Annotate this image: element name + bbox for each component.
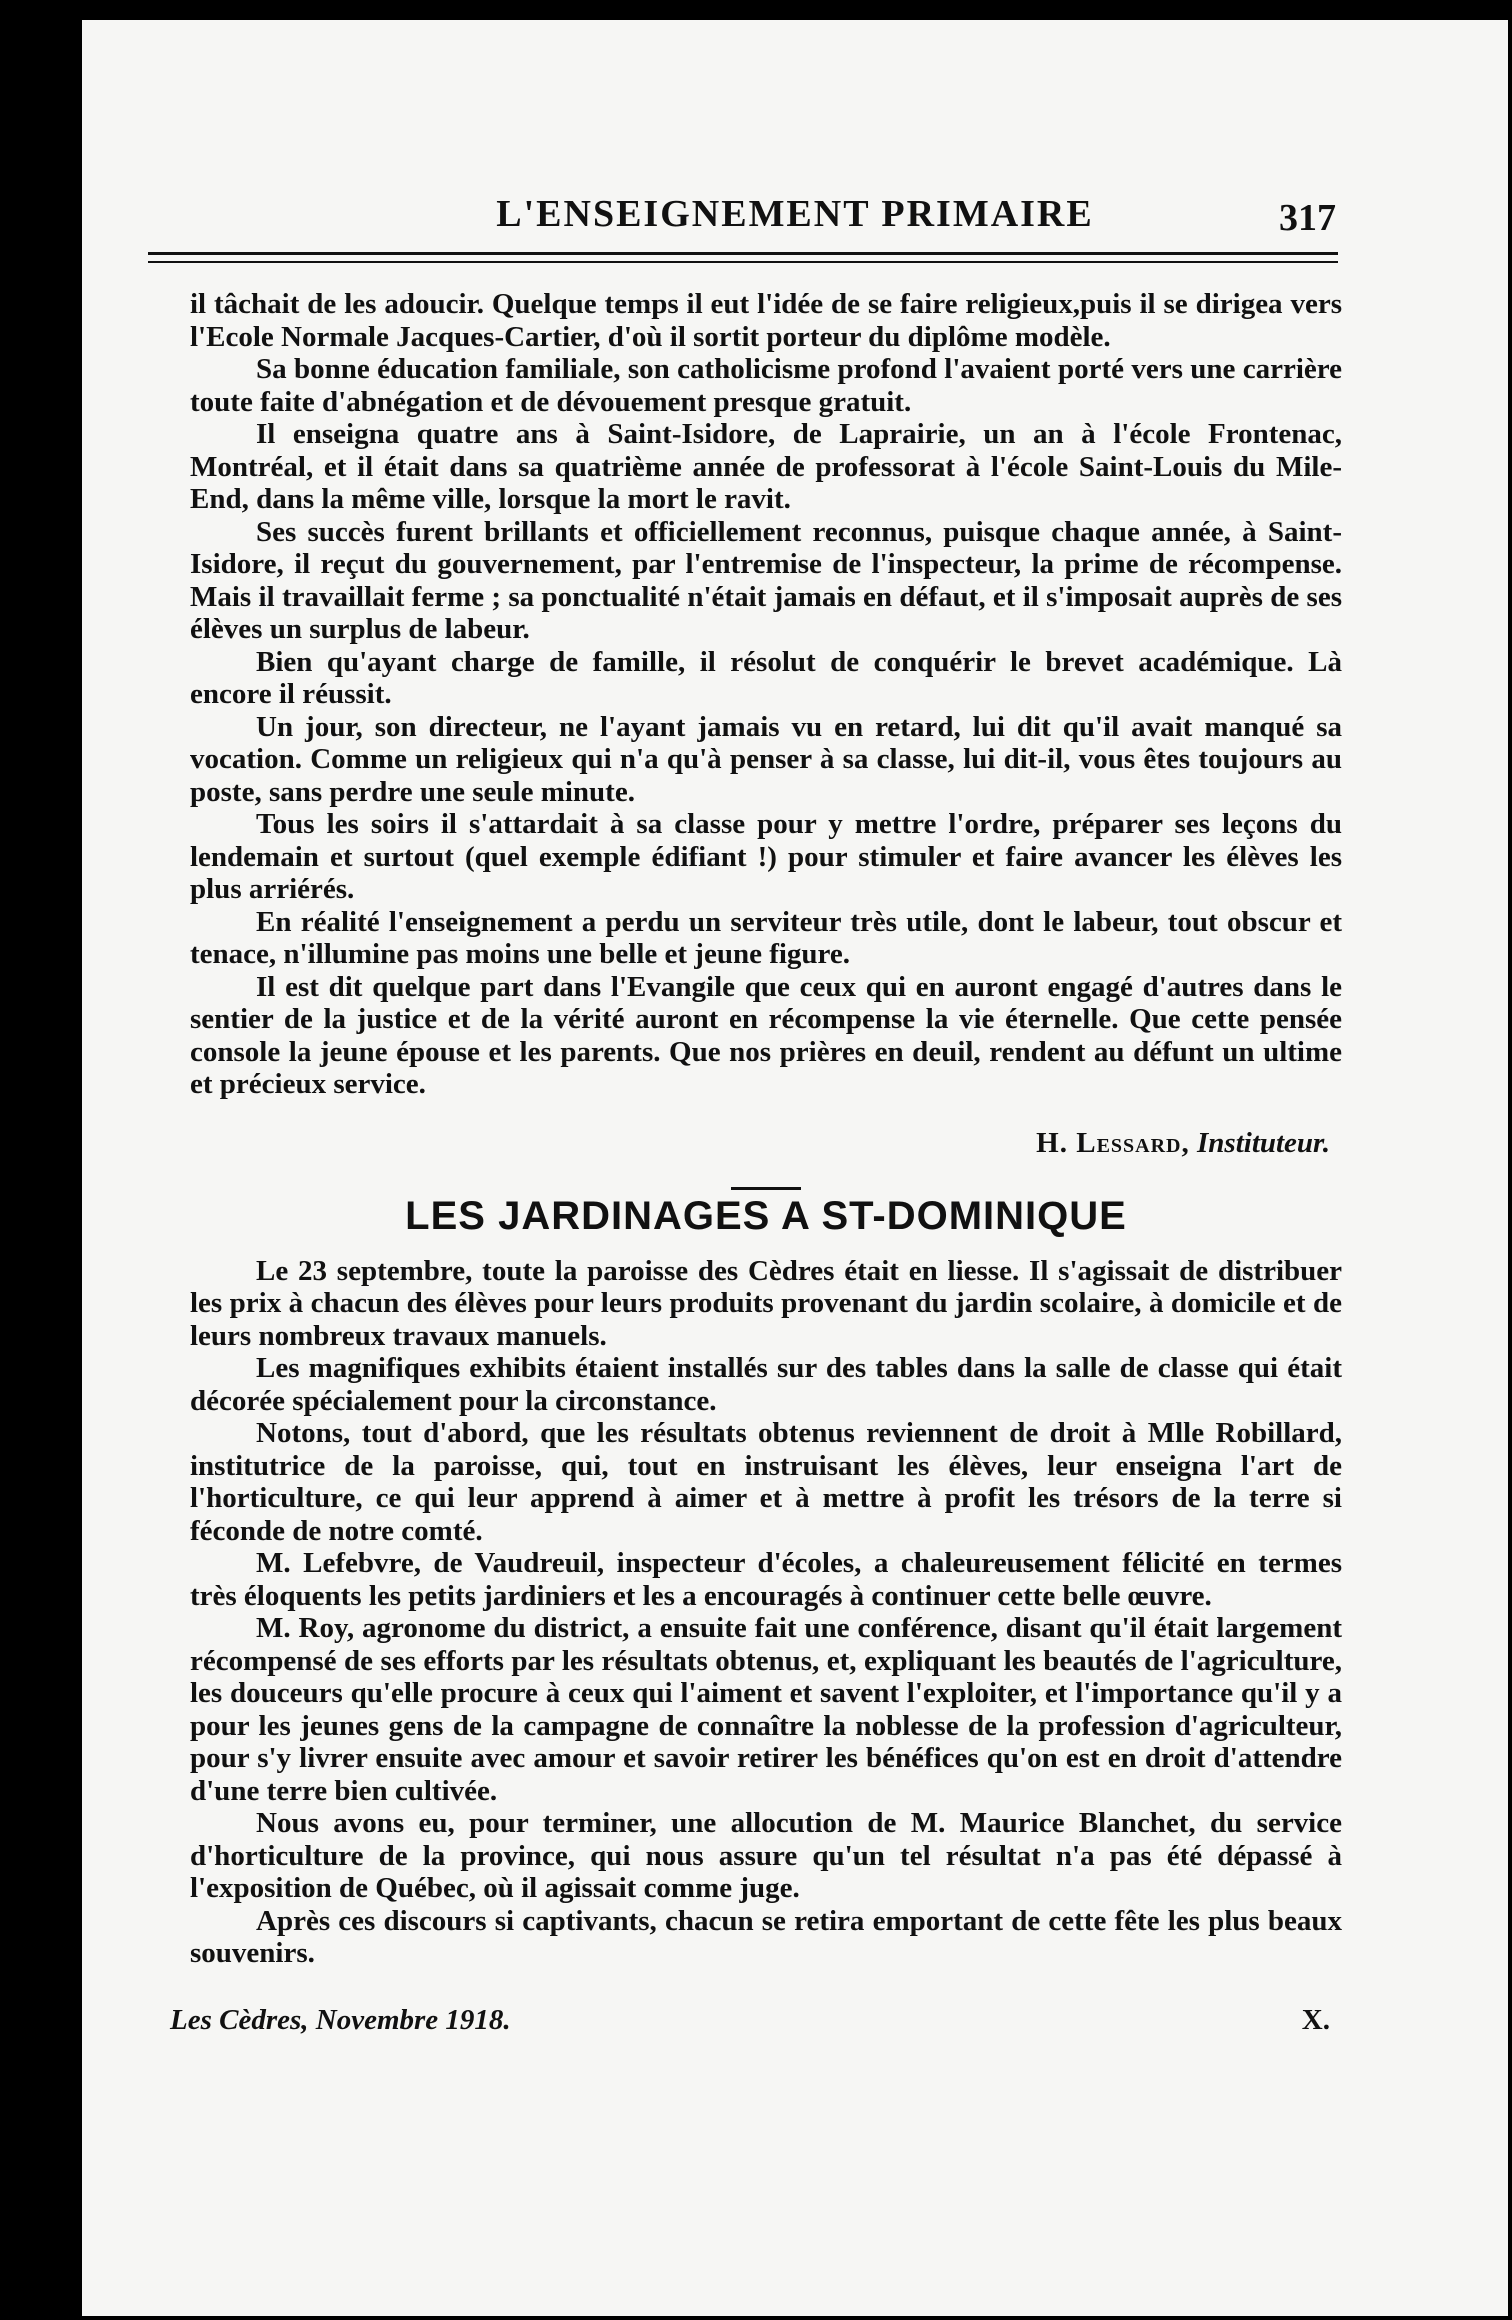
paragraph: Sa bonne éducation familiale, son catholicisme profond l'avaient porté vers une carrière toute faite d'abnégation et de dévouement presque gratuit. xyxy=(190,353,1342,418)
paragraph: M. Roy, agronome du district, a ensuite fait une conférence, disant qu'il était largement récompensé de ses efforts par les résultats obtenus, et, expliquant les beautés de l'agriculture, les douceurs qu'elle procure à ceux qui l'aiment et savent l'exploiter, et l'importance qu'il y a pour les jeunes gens de la campagne de connaître la noblesse de la profession d'agriculteur, pour s'y livrer ensuite avec amour et savoir retirer les bénéfices qu'on est en droit d'attendre d'une terre bien cultivée. xyxy=(190,1612,1342,1807)
closing-place-date: Les Cèdres, Novembre 1918. xyxy=(170,2003,511,2036)
header-rule xyxy=(148,252,1338,263)
paragraph: Les magnifiques exhibits étaient installés sur des tables dans la salle de classe qui était décorée spécialement pour la circonstance. xyxy=(190,1352,1342,1417)
paragraph: Il enseigna quatre ans à Saint-Isidore, de Laprairie, un an à l'école Frontenac, Montréal, et il était dans sa quatrième année de professorat à l'école Saint-Louis du Mile-End, dans la même ville, lorsque la mort le ravit. xyxy=(190,418,1342,515)
running-title: L'ENSEIGNEMENT PRIMAIRE xyxy=(496,193,1094,235)
paragraph: Un jour, son directeur, ne l'ayant jamais vu en retard, lui dit qu'il avait manqué sa vocation. Comme un religieux qui n'a qu'à penser à sa classe, lui dit-il, vous êtes toujours au poste, sans perdre une seule minute. xyxy=(190,710,1342,808)
paragraph: Le 23 septembre, toute la paroisse des Cèdres était en liesse. Il s'agissait de distribuer les prix à chacun des élèves pour leurs produits provenant du jardin scolaire, à domicile et de leurs nombreux travaux manuels. xyxy=(190,1254,1342,1352)
signature-title: Instituteur. xyxy=(1197,1126,1330,1159)
article-title: LES JARDINAGES A ST-DOMINIQUE xyxy=(405,1194,1127,1238)
signature xyxy=(190,1127,1342,1160)
signature-name: H. Lessard, xyxy=(1036,1126,1190,1159)
article-obituary xyxy=(190,288,1342,1159)
page-header xyxy=(82,192,1508,252)
paragraph: Ses succès furent brillants et officiellement reconnus, puisque chaque année, à Saint-Isidore, il reçut du gouvernement, par l'entremise de l'inspecteur, la prime de récompense. Mais il travaillait ferme ; sa ponctualité n'était jamais en défaut, et il s'imposait auprès de ses élèves un surplus de labeur. xyxy=(190,515,1342,645)
paragraph: il tâchait de les adoucir. Quelque temps il eut l'idée de se faire religieux,puis il se dirigea vers l'Ecole Normale Jacques-Cartier, d'où il sortit porteur du diplôme modèle. xyxy=(190,288,1342,353)
article-jardinages xyxy=(170,1194,1342,2044)
paragraph: Il est dit quelque part dans l'Evangile que ceux qui en auront engagé d'autres dans le sentier de la justice et de la vérité auront en récompense la vie éternelle. Que cette pensée console la jeune épouse et les parents. Que nos prières en deuil, rendent au défunt un ultime et précieux service. xyxy=(190,970,1342,1100)
section-divider xyxy=(731,1187,801,1190)
closing-line xyxy=(170,2003,1342,2044)
paragraph: Notons, tout d'abord, que les résultats obtenus reviennent de droit à Mlle Robillard, institutrice de la paroisse, qui, tout en instruisant les élèves, leur enseigna l'art de l'horticulture, ce qui leur apprend à aimer et à mettre à profit les trésors de la terre si féconde de notre comté. xyxy=(190,1417,1342,1547)
paragraph: M. Lefebvre, de Vaudreuil, inspecteur d'écoles, a chaleureusement félicité en termes très éloquents les petits jardiniers et les a encouragés à continuer cette belle œuvre. xyxy=(190,1547,1342,1612)
paragraph: Tous les soirs il s'attardait à sa classe pour y mettre l'ordre, préparer ses leçons du lendemain et surtout (quel exemple édifiant !) pour stimuler et faire avancer les élèves les plus arriérés. xyxy=(190,808,1342,905)
page-number: 317 xyxy=(1279,197,1336,239)
paragraph: En réalité l'enseignement a perdu un serviteur très utile, dont le labeur, tout obscur et tenace, n'illumine pas moins une belle et jeune figure. xyxy=(190,905,1342,970)
paragraph: Après ces discours si captivants, chacun se retira emportant de cette fête les plus beaux souvenirs. xyxy=(190,1904,1342,1969)
paragraph: Bien qu'ayant charge de famille, il résolut de conquérir le brevet académique. Là encore il réussit. xyxy=(190,645,1342,710)
closing-author: X. xyxy=(1301,2003,1330,2036)
page-body xyxy=(170,288,1342,2044)
document-page xyxy=(82,20,1508,2316)
paragraph: Nous avons eu, pour terminer, une allocution de M. Maurice Blanchet, du service d'horticulture de la province, qui nous assure qu'un tel résultat n'a pas été dépassé à l'exposition de Québec, où il agissait comme juge. xyxy=(190,1807,1342,1904)
